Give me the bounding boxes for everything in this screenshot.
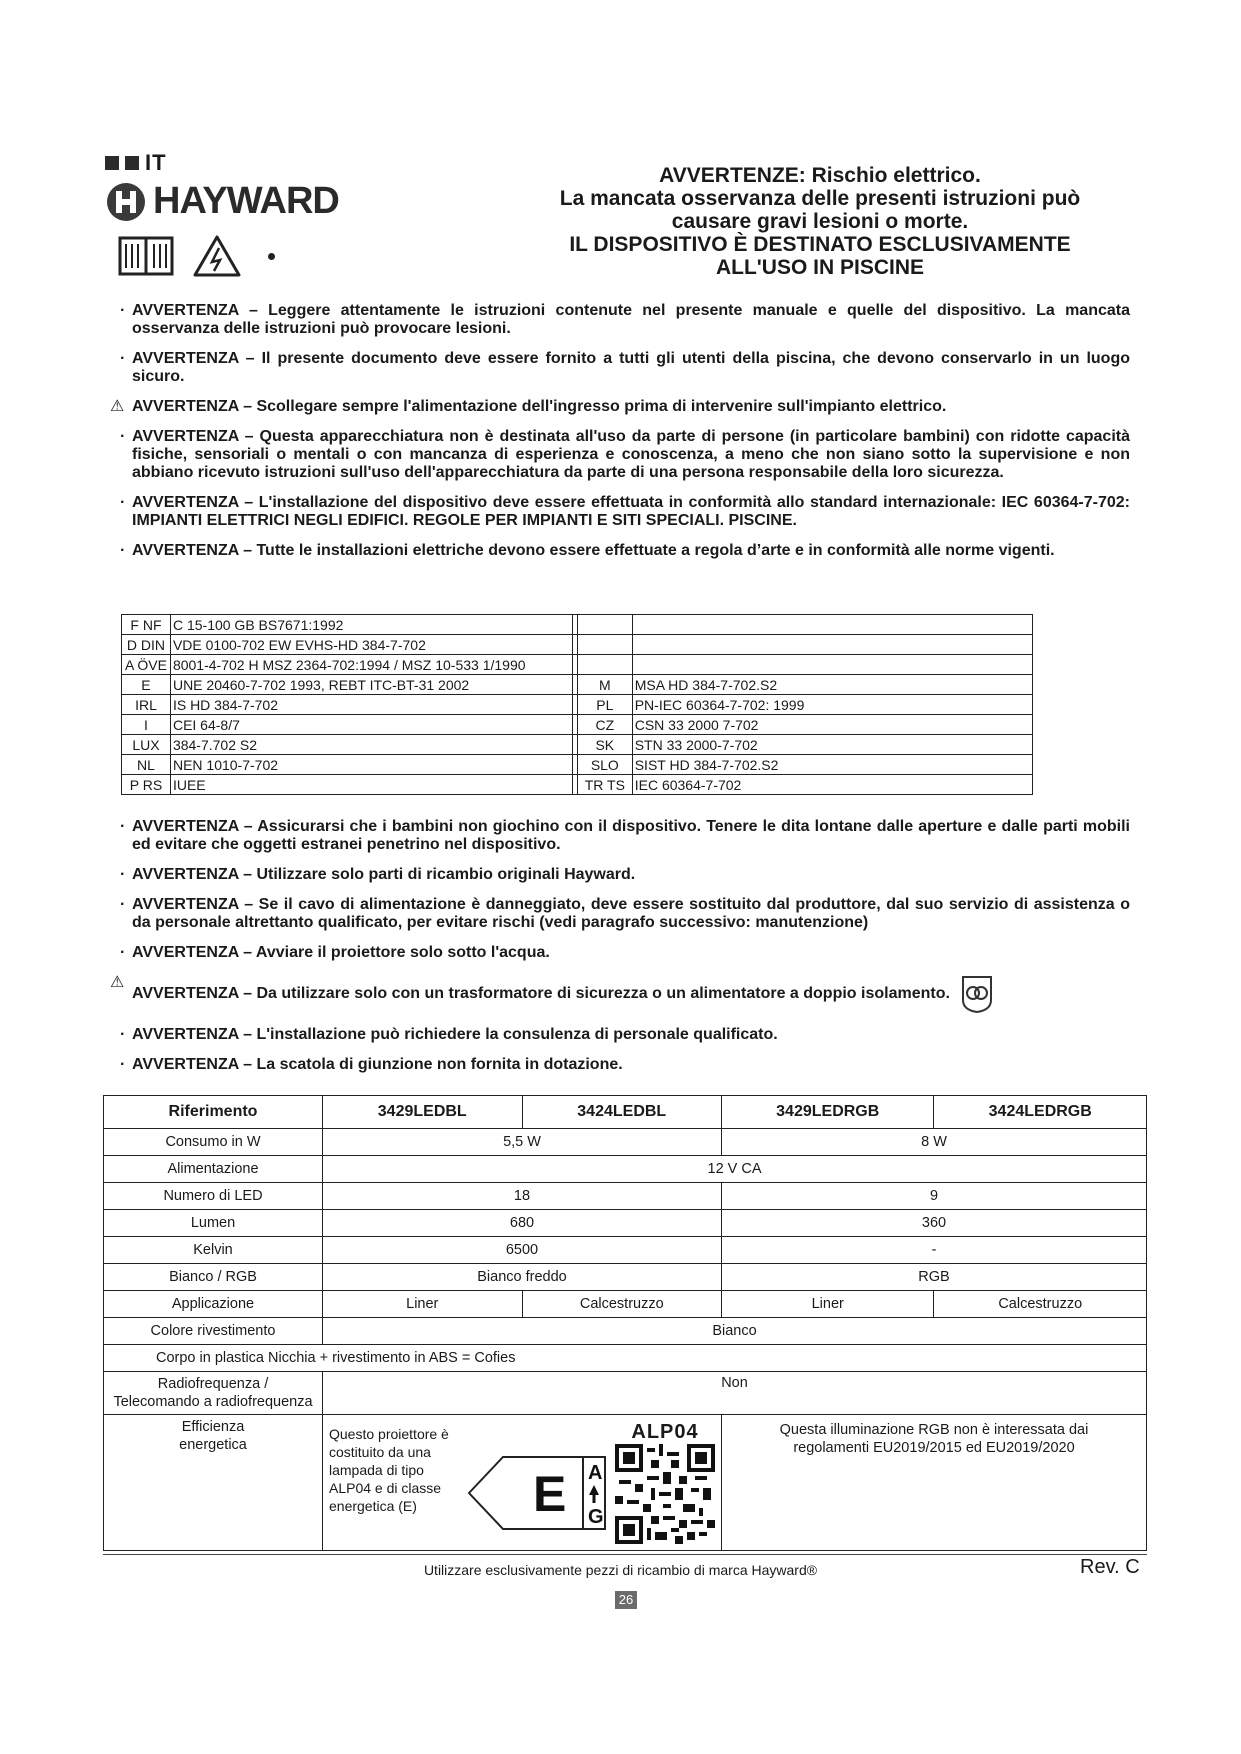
warning-item [120, 494, 1130, 530]
spec-row-colore [104, 1264, 1147, 1291]
standard-cell: STN 33 2000-7-702 [632, 735, 1032, 755]
row-label [104, 1415, 323, 1551]
warning-triangle-icon: ⚠ [110, 398, 125, 415]
warnings-list-2 [110, 818, 1130, 1086]
standard-cell: NL [122, 755, 171, 775]
rgb-regulation-note: Questa illuminazione RGB non è interessata dai regolamenti EU2019/2015 ed EU2019/2020 [722, 1415, 1147, 1551]
standard-cell [632, 635, 1032, 655]
value-cell: - [722, 1237, 1147, 1264]
bullet: · [120, 1026, 126, 1043]
standards-row [122, 675, 1033, 695]
warning-text: AVVERTENZA – Avviare il proiettore solo sotto l'acqua. [132, 944, 550, 961]
standard-cell: 384-7.702 S2 [170, 735, 572, 755]
spec-row-rivestimento [104, 1318, 1147, 1345]
value-cell: Corpo in plastica Nicchia + rivestimento in ABS = Cofies [104, 1345, 1147, 1372]
warning-text: AVVERTENZA – Se il cavo di alimentazione è danneggiato, deve essere sostituito dal produttore, dal suo servizio di assistenza o da personale altrettanto qualificato, per evitare rischi (vedi paragrafo successivo: manutenzione) [132, 896, 1130, 931]
value-cell: Liner [722, 1291, 934, 1318]
standard-cell: E [122, 675, 171, 695]
electric-hazard-icon [192, 234, 242, 278]
row-label: Colore rivestimento [104, 1318, 323, 1345]
standard-cell: P RS [122, 775, 171, 795]
value-cell: 680 [323, 1210, 722, 1237]
bullet: · [120, 1056, 126, 1073]
spec-header-row [104, 1096, 1147, 1129]
warning-header-title [520, 164, 1120, 279]
title-line: La mancata osservanza delle presenti istruzioni può [559, 187, 1081, 210]
energy-class-letter: E [533, 1466, 567, 1522]
warning-text: AVVERTENZA – Da utilizzare solo con un trasformatore di sicurezza o un alimentatore a doppio isolamento. [132, 985, 950, 1002]
header-cell: 3424LEDBL [522, 1096, 722, 1129]
language-code: IT [145, 150, 167, 175]
standards-row [122, 755, 1033, 775]
standard-cell [577, 655, 632, 675]
standard-cell: SK [577, 735, 632, 755]
header-cell: 3429LEDRGB [722, 1096, 934, 1129]
value-cell: Liner [323, 1291, 523, 1318]
language-indicator [105, 150, 167, 176]
warning-text: AVVERTENZA – Il presente documento deve essere fornito a tutti gli utenti della piscina, che devono conservarlo in un luogo sicuro. [132, 350, 1130, 385]
spec-row-consumo [104, 1129, 1147, 1156]
spec-row-alimentazione [104, 1156, 1147, 1183]
spec-row-kelvin [104, 1237, 1147, 1264]
standard-cell: IUEE [170, 775, 572, 795]
standards-row [122, 715, 1033, 735]
standard-cell: CSN 33 2000 7-702 [632, 715, 1032, 735]
value-cell: 6500 [323, 1237, 722, 1264]
bullet: · [120, 944, 126, 961]
standard-cell [632, 655, 1032, 675]
standard-cell: PN-IEC 60364-7-702: 1999 [632, 695, 1032, 715]
energy-scale-top: A [588, 1462, 603, 1484]
standard-cell: IRL [122, 695, 171, 715]
standard-cell: D DIN [122, 635, 171, 655]
standard-cell: MSA HD 384-7-702.S2 [632, 675, 1032, 695]
warning-item [120, 896, 1130, 932]
row-label: Applicazione [104, 1291, 323, 1318]
specifications-table [103, 1095, 1147, 1551]
warnings-list-1 [110, 302, 1130, 572]
bullet: · [120, 350, 126, 367]
warning-item [110, 974, 1130, 1014]
warning-item [120, 350, 1130, 386]
warning-item [110, 398, 1130, 416]
standard-cell: CEI 64-8/7 [170, 715, 572, 735]
standard-cell: C 15-100 GB BS7671:1992 [170, 615, 572, 635]
standard-cell: I [122, 715, 171, 735]
warning-text: AVVERTENZA – L'installazione del dispositivo deve essere effettuata in conformità allo standard internazionale: IEC 60364-7-702: IMPIANTI ELETTRICI NEGLI EDIFICI. REGOLE PER IMPIANTI E SITI SPECIALI. PISCINE. [132, 494, 1130, 529]
warning-text: AVVERTENZA – Scollegare sempre l'alimentazione dell'ingresso prima di intervenire sull'impianto elettrico. [132, 398, 947, 415]
qr-code-icon [615, 1444, 715, 1544]
spec-row-corpo [104, 1345, 1147, 1372]
qr-label: ALP04 [631, 1421, 699, 1443]
warning-item [120, 818, 1130, 854]
bullet: · [120, 494, 126, 511]
spec-row-led [104, 1183, 1147, 1210]
row-label-line: Telecomando a radiofrequenza [113, 1394, 313, 1410]
value-cell: 9 [722, 1183, 1147, 1210]
bullet: · [120, 542, 126, 559]
footer-text: Utilizzare esclusivamente pezzi di ricambio di marca Hayward® [423, 1562, 818, 1578]
bullet: · [120, 818, 126, 835]
warning-text: AVVERTENZA – Tutte le installazioni elettriche devono essere effettuate a regola d’arte e in conformità alle norme vigenti. [132, 542, 1055, 559]
bullet: · [120, 302, 126, 319]
energy-label [329, 1421, 715, 1544]
standard-cell: 8001-4-702 H MSZ 2364-702:1994 / MSZ 10-533 1/1990 [170, 655, 572, 675]
warning-item [120, 542, 1130, 560]
row-label: Alimentazione [104, 1156, 323, 1183]
standard-cell: UNE 20460-7-702 1993, REBT ITC-BT-31 2002 [170, 675, 572, 695]
value-cell: 8 W [722, 1129, 1147, 1156]
row-label: Numero di LED [104, 1183, 323, 1210]
energy-label-cell [323, 1415, 722, 1551]
row-label [104, 1372, 323, 1415]
header-cell: 3429LEDBL [323, 1096, 523, 1129]
value-cell: Bianco freddo [323, 1264, 722, 1291]
value-cell: 12 V CA [323, 1156, 1147, 1183]
pictogram-row [118, 234, 275, 278]
footer-divider [103, 1554, 1147, 1555]
standard-cell: A ÖVE [122, 655, 171, 675]
warning-text: AVVERTENZA – Utilizzare solo parti di ricambio originali Hayward. [132, 866, 636, 883]
row-label-line: energetica [179, 1437, 247, 1453]
spec-row-radio [104, 1372, 1147, 1415]
energy-class-arrow-icon [467, 1443, 607, 1543]
warning-item [120, 1026, 1130, 1044]
title-line: IL DISPOSITIVO È DESTINATO ESCLUSIVAMENTE [569, 233, 1071, 256]
bullet-dot [268, 253, 275, 260]
row-label: Bianco / RGB [104, 1264, 323, 1291]
row-label: Kelvin [104, 1237, 323, 1264]
warning-text: AVVERTENZA – Assicurarsi che i bambini non giochino con il dispositivo. Tenere le dita lontane dalle aperture e dalle parti mobili ed evitare che oggetti estranei penetrino nel dispositivo. [132, 818, 1130, 853]
header-cell: 3424LEDRGB [934, 1096, 1147, 1129]
hayward-logo [105, 180, 339, 223]
qr-block [615, 1421, 715, 1544]
hayward-emblem-icon [105, 181, 147, 223]
standard-cell: TR TS [577, 775, 632, 795]
standards-row [122, 695, 1033, 715]
value-cell: 360 [722, 1210, 1147, 1237]
warning-item [120, 944, 1130, 962]
revision-label: Rev. C [1080, 1556, 1140, 1578]
value-cell: Non [323, 1372, 1147, 1415]
row-label-line: Efficienza [181, 1419, 245, 1435]
standards-row [122, 635, 1033, 655]
standard-cell [577, 635, 632, 655]
warning-triangle-icon: ⚠ [110, 974, 125, 991]
standards-row [122, 735, 1033, 755]
standard-cell: SLO [577, 755, 632, 775]
standard-cell: PL [577, 695, 632, 715]
safety-transformer-icon [960, 974, 994, 1014]
standard-cell: F NF [122, 615, 171, 635]
warning-text: AVVERTENZA – L'installazione può richiedere la consulenza di personale qualificato. [132, 1026, 778, 1043]
value-cell: Calcestruzzo [522, 1291, 722, 1318]
standard-cell: IEC 60364-7-702 [632, 775, 1032, 795]
standard-cell: CZ [577, 715, 632, 735]
warning-item [120, 1056, 1130, 1074]
standard-cell [632, 615, 1032, 635]
warning-text: AVVERTENZA – La scatola di giunzione non fornita in dotazione. [132, 1056, 623, 1073]
header-cell: Riferimento [104, 1096, 323, 1129]
standard-cell [577, 615, 632, 635]
spec-row-efficienza [104, 1415, 1147, 1551]
standard-cell: LUX [122, 735, 171, 755]
standard-cell: VDE 0100-702 EW EVHS-HD 384-7-702 [170, 635, 572, 655]
standards-row [122, 775, 1033, 795]
bullet: · [120, 866, 126, 883]
row-label-line: Radiofrequenza / [157, 1376, 269, 1392]
flag-square-1 [105, 156, 119, 170]
energy-description: Questo proiettore è costituito da una lampada di tipo ALP04 e di classe energetica (E) [329, 1426, 449, 1514]
standard-cell: SIST HD 384-7-702.S2 [632, 755, 1032, 775]
spec-row-lumen [104, 1210, 1147, 1237]
bullet: · [120, 896, 126, 913]
flag-square-2 [125, 156, 139, 170]
title-line: causare gravi lesioni o morte. [671, 210, 969, 233]
value-cell: RGB [722, 1264, 1147, 1291]
value-cell: 18 [323, 1183, 722, 1210]
page-number: 26 [615, 1591, 637, 1609]
standards-table [121, 614, 1033, 795]
manual-book-icon [118, 234, 174, 278]
spec-row-applicazione [104, 1291, 1147, 1318]
warning-item [120, 428, 1130, 482]
warning-text: AVVERTENZA – Questa apparecchiatura non è destinata all'uso da parte di persone (in particolare bambini) con ridotte capacità fisiche, sensoriali o mentali o con mancanza di esperienza e conoscenza, a meno che non siano sotto la supervisione e non abbiano ricevuto istruzioni sull'uso dell'apparecchiatura da parte di una persona responsabile della loro sicurezza. [132, 428, 1130, 481]
warning-text: AVVERTENZA – Leggere attentamente le istruzioni contenute nel presente manuale e quelle del dispositivo. La mancata osservanza delle istruzioni può provocare lesioni. [132, 302, 1130, 337]
standard-cell: IS HD 384-7-702 [170, 695, 572, 715]
standards-row [122, 655, 1033, 675]
brand-name: HAYWARD [153, 180, 339, 222]
title-line: AVVERTENZE: Rischio elettrico. [659, 164, 981, 187]
bullet: · [120, 428, 126, 445]
energy-scale-bottom: G [588, 1506, 604, 1528]
title-line: ALL'USO IN PISCINE [715, 256, 924, 279]
warning-item [120, 866, 1130, 884]
value-cell: Calcestruzzo [934, 1291, 1147, 1318]
row-label: Consumo in W [104, 1129, 323, 1156]
warning-item [120, 302, 1130, 338]
value-cell: Bianco [323, 1318, 1147, 1345]
row-label: Lumen [104, 1210, 323, 1237]
value-cell: 5,5 W [323, 1129, 722, 1156]
standard-cell: M [577, 675, 632, 695]
standard-cell: NEN 1010-7-702 [170, 755, 572, 775]
standards-row [122, 615, 1033, 635]
